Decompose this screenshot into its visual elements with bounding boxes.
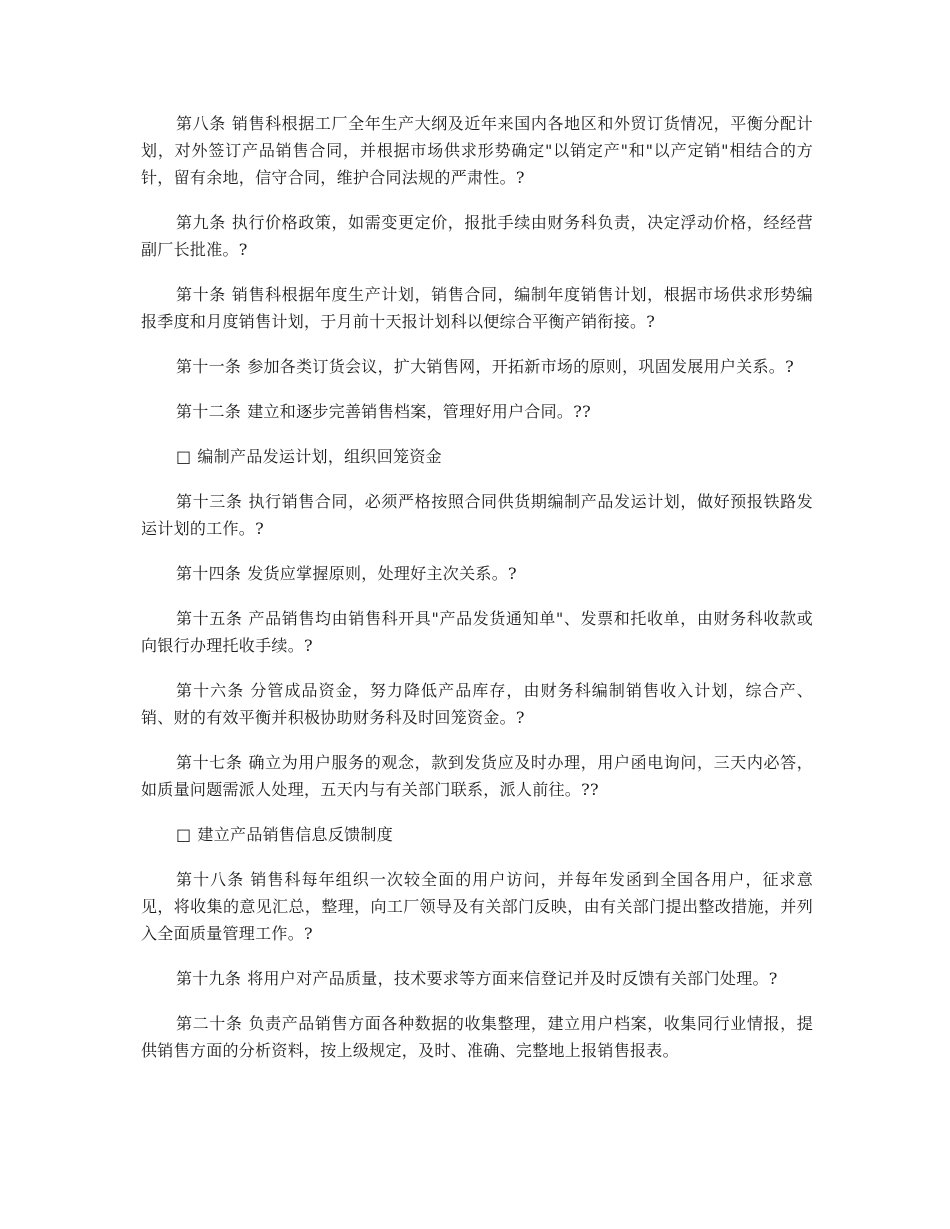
section-heading-feedback [141, 821, 813, 848]
article-number: 第十二条 [176, 402, 242, 421]
article-18 [141, 866, 813, 947]
article-number: 第十四条 [176, 564, 242, 583]
article-text: 负责产品销售方面各种数据的收集整理，建立用户档案，收集同行业情报，提供销售方面的分析资料，按上级规定，及时、准确、完整地上报销售报表。 [141, 1014, 814, 1060]
article-text: 参加各类订货会议，扩大销售网，开拓新市场的原则，巩固发展用户关系。? [247, 357, 794, 376]
article-text: 发货应掌握原则，处理好主次关系。? [247, 564, 517, 583]
article-number: 第十一条 [176, 357, 242, 376]
article-16 [141, 677, 813, 731]
article-number: 第十八条 [176, 870, 245, 889]
article-17 [141, 749, 813, 803]
article-11 [141, 353, 813, 380]
article-number: 第十六条 [176, 681, 245, 700]
article-number: 第二十条 [176, 1014, 243, 1033]
article-9 [141, 209, 813, 263]
article-text: 执行价格政策，如需变更定价，报批手续由财务科负责，决定浮动价格，经经营副厂长批准。? [141, 213, 813, 259]
document-body [141, 110, 813, 1082]
article-number: 第十条 [176, 285, 226, 304]
article-text: 执行销售合同，必须严格按照合同供货期编制产品发运计划，做好预报铁路发运计划的工作。? [141, 492, 814, 538]
article-number: 第十五条 [176, 609, 243, 628]
article-text: 建立和逐步完善销售档案，管理好用户合同。?? [247, 402, 591, 421]
article-text: 销售科根据年度生产计划，销售合同，编制年度销售计划，根据市场供求形势编报季度和月度销售计划，于月前十天报计划科以便综合平衡产销衔接。? [141, 285, 813, 331]
article-10 [141, 281, 813, 335]
article-text: 销售科每年组织一次较全面的用户访问，并每年发函到全国各用户，征求意见，将收集的意见汇总，整理，向工厂领导及有关部门反映，由有关部门提出整改措施，并列入全面质量管理工作。? [141, 870, 814, 943]
checkbox-square-icon: □ [176, 447, 192, 466]
article-number: 第十七条 [176, 753, 243, 772]
article-number: 第八条 [176, 114, 226, 133]
section-heading-text: 建立产品销售信息反馈制度 [197, 825, 394, 844]
article-text: 确立为用户服务的观念，款到发货应及时办理，用户函电询问，三天内必答，如质量问题需派人处理，五天内与有关部门联系，派人前往。?? [141, 753, 814, 799]
article-8 [141, 110, 813, 191]
article-text: 销售科根据工厂全年生产大纲及近年来国内各地区和外贸订货情况，平衡分配计划，对外签订产品销售合同，并根据市场供求形势确定"以销定产"和"以产定销"相结合的方针，留有余地，信守合同，维护合同法规的严肃性。? [141, 114, 813, 187]
article-15 [141, 605, 813, 659]
article-number: 第十三条 [176, 492, 243, 511]
article-12 [141, 398, 813, 425]
section-heading-text: 编制产品发运计划，组织回笼资金 [197, 447, 442, 466]
article-text: 将用户对产品质量，技术要求等方面来信登记并及时反馈有关部门处理。? [247, 969, 778, 988]
checkbox-square-icon: □ [176, 825, 192, 844]
article-20 [141, 1010, 813, 1064]
article-text: 产品销售均由销售科开具"产品发货通知单"、发票和托收单，由财务科收款或向银行办理托收手续。? [141, 609, 813, 655]
article-number: 第十九条 [176, 969, 242, 988]
article-14 [141, 560, 813, 587]
article-13 [141, 488, 813, 542]
section-heading-shipping [141, 443, 813, 470]
article-text: 分管成品资金，努力降低产品库存，由财务科编制销售收入计划，综合产、销、财的有效平衡并积极协助财务科及时回笼资金。? [141, 681, 814, 727]
article-number: 第九条 [176, 213, 226, 232]
article-19 [141, 965, 813, 992]
